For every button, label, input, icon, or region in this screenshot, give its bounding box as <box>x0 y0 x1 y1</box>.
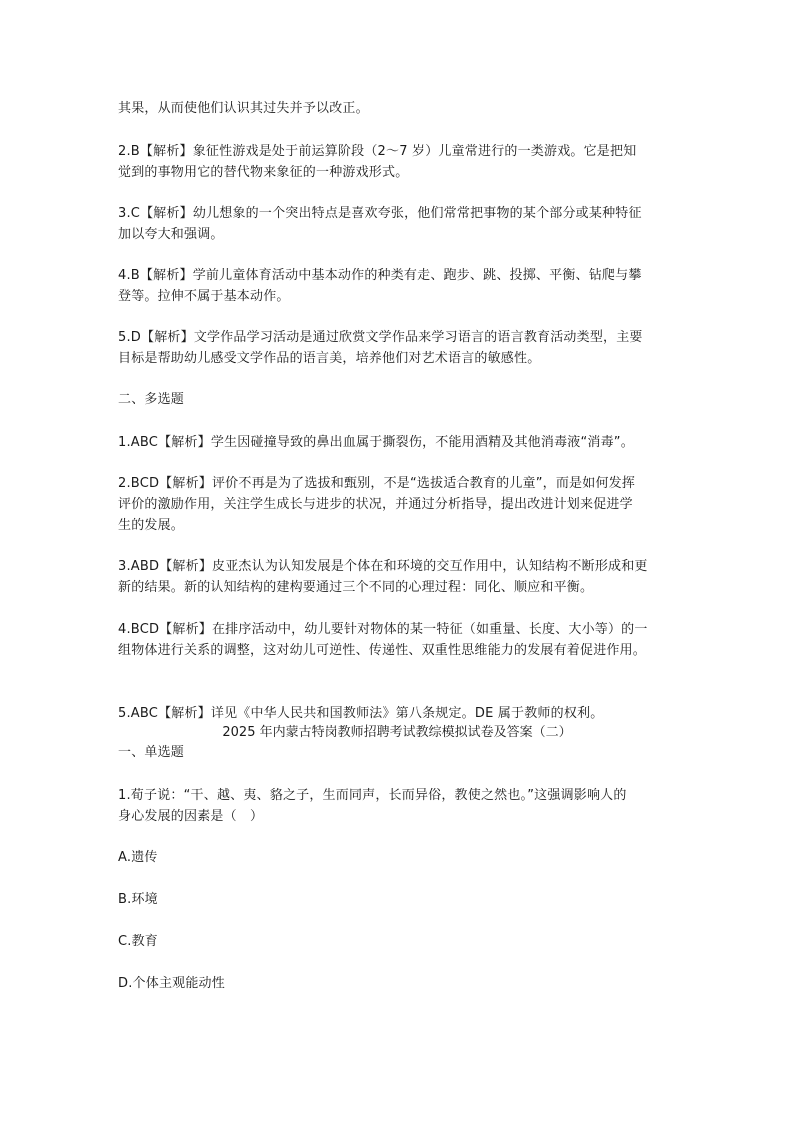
answer-5-explanation-cont: 目标是帮助幼儿感受文学作品的语言美，培养他们对艺术语言的敏感性。 <box>118 351 541 366</box>
answer-5-explanation: 5.D【解析】文学作品学习活动是通过欣赏文学作品来学习语言的语言教育活动类型，主要 <box>118 330 643 345</box>
option-a: A.遗传 <box>118 850 158 865</box>
multi-answer-5-explanation: 5.ABC【解析】详见《中华人民共和国教师法》第八条规定。DE 属于教师的权利。 <box>118 706 604 721</box>
answer-3-explanation-cont: 加以夸大和强调。 <box>118 227 224 242</box>
option-b: B.环境 <box>118 892 158 907</box>
multi-answer-2-explanation-cont: 评价的激励作用，关注学生成长与进步的状况，并通过分析指导，提出改进计划来促进学 <box>118 497 633 512</box>
text-line: 其果，从而使他们认识其过失并予以改正。 <box>118 101 369 116</box>
question-1-stem: 1.荀子说：“干、越、夷、貉之子，生而同声，长而异俗，教使之然也。”这强调影响人的 <box>118 788 627 803</box>
answer-2-explanation: 2.B【解析】象征性游戏是处于前运算阶段（2～7 岁）儿童常进行的一类游戏。它是把知 <box>118 144 637 159</box>
multi-answer-3-explanation: 3.ABD【解析】皮亚杰认为认知发展是个体在和环境的交互作用中，认知结构不断形成和更 <box>118 559 648 574</box>
multi-answer-2-explanation-cont: 生的发展。 <box>118 518 185 533</box>
answer-3-explanation: 3.C【解析】幼儿想象的一个突出特点是喜欢夸张，他们常常把事物的某个部分或某种特征 <box>118 206 642 221</box>
section-heading-multi-choice: 二、多选题 <box>118 392 185 407</box>
multi-answer-4-explanation: 4.BCD【解析】在排序活动中，幼儿要针对物体的某一特征（如重量、长度、大小等）的一 <box>118 622 648 637</box>
section-heading-single-choice: 一、单选题 <box>118 745 185 760</box>
question-1-stem-cont: 身心发展的因素是（ ） <box>118 809 264 824</box>
multi-answer-2-explanation: 2.BCD【解析】评价不再是为了选拔和甄别，不是“选拔适合教育的儿童”，而是如何发挥 <box>118 476 636 491</box>
multi-answer-4-explanation-cont: 组物体进行关系的调整，这对幼儿可逆性、传递性、双重性思维能力的发展有着促进作用。 <box>118 643 647 658</box>
answer-4-explanation-cont: 登等。拉伸不属于基本动作。 <box>118 289 290 304</box>
option-c: C.教育 <box>118 934 159 949</box>
multi-answer-1-explanation: 1.ABC【解析】学生因碰撞导致的鼻出血属于撕裂伤，不能用酒精及其他消毒液“消毒”。 <box>118 435 634 450</box>
answer-2-explanation-cont: 觉到的事物用它的替代物来象征的一种游戏形式。 <box>118 165 409 180</box>
multi-answer-3-explanation-cont: 新的结果。新的认知结构的建构要通过三个不同的心理过程：同化、顺应和平衡。 <box>118 580 594 595</box>
answer-4-explanation: 4.B【解析】学前儿童体育活动中基本动作的种类有走、跑步、跳、投掷、平衡、钻爬与攀 <box>118 268 642 283</box>
exam-title: 2025 年内蒙古特岗教师招聘考试教综模拟试卷及答案（二） <box>222 725 572 740</box>
option-d: D.个体主观能动性 <box>118 976 225 991</box>
